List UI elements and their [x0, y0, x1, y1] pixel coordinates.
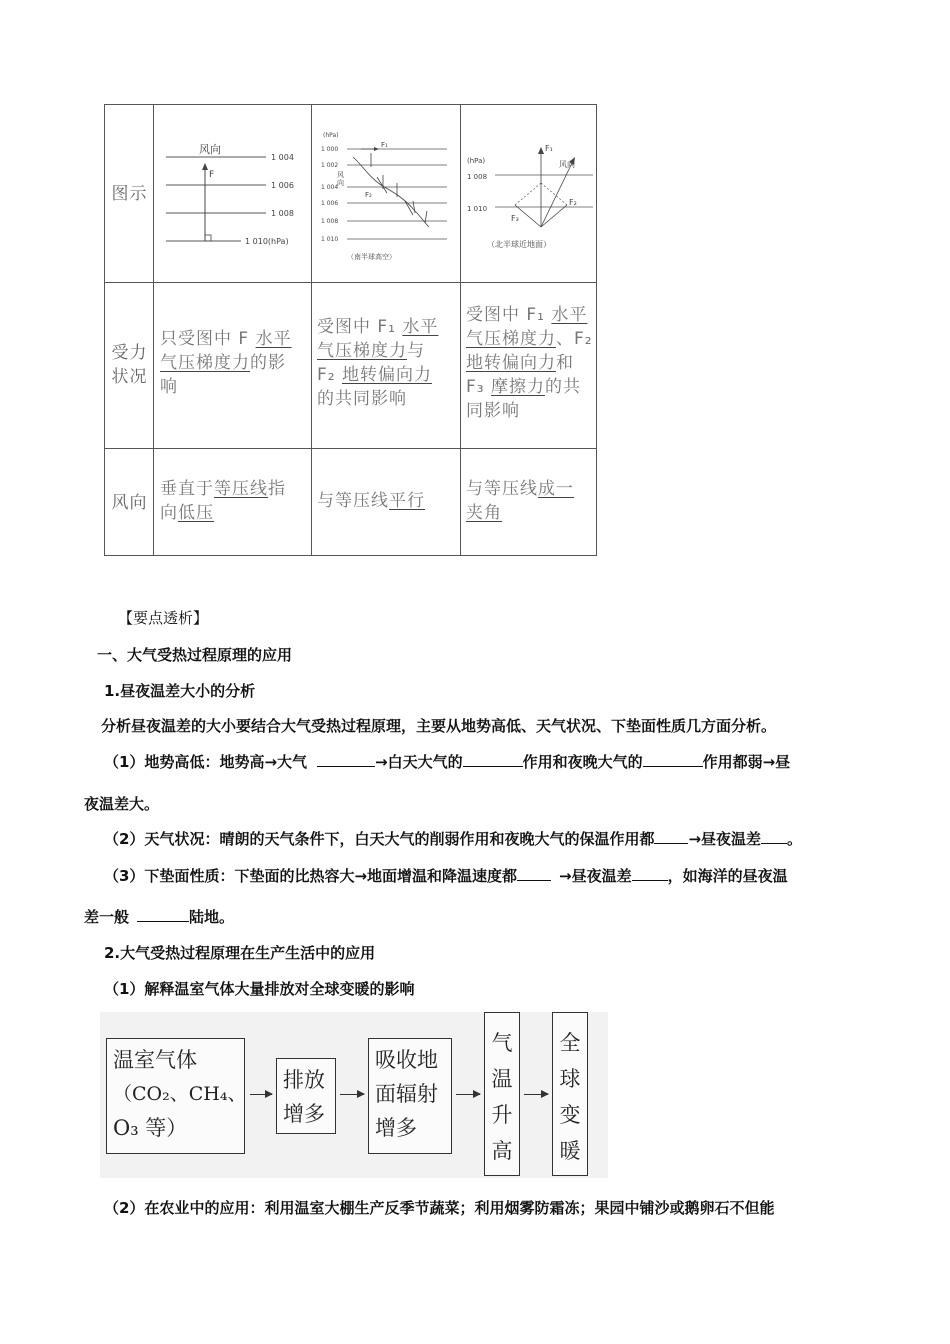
cell-text: 与等压线	[317, 491, 389, 511]
svg-text:1 010: 1 010	[321, 236, 339, 243]
cell-text: 向	[160, 503, 178, 523]
cell-text: 同影响	[466, 401, 520, 421]
gradient-force-figure	[161, 135, 311, 253]
cell-text: 的共同影响	[317, 389, 407, 409]
wind-text-col2	[317, 489, 459, 513]
force-col3-line	[466, 399, 598, 423]
svg-text:风向: 风向	[559, 160, 575, 169]
force-col2-line	[317, 315, 459, 339]
flow-box-global-warming: 全 球 变 暖	[552, 1012, 588, 1176]
wind-col3-line	[466, 477, 598, 501]
row-header-wind: 风向	[111, 493, 148, 513]
svg-text:风: 风	[337, 171, 344, 179]
answer-text: 水平	[255, 329, 292, 349]
svg-text:(hPa): (hPa)	[323, 132, 339, 139]
greenhouse-flow-diagram	[100, 1012, 608, 1178]
cell-text: 只受图中 F	[160, 329, 256, 349]
force-text-col1	[160, 327, 310, 399]
svg-text:1 008: 1 008	[321, 218, 339, 225]
wind-col1-line	[160, 477, 310, 501]
cell-text: 和	[556, 353, 574, 373]
fig1-force-label: F	[209, 170, 215, 180]
section-title: 【要点透析】	[118, 609, 209, 627]
answer-text: 气压梯度力	[160, 353, 250, 373]
row-header-force: 受力 状况	[111, 343, 148, 387]
item-agriculture: （2）在农业中的应用：利用温室大棚生产反季节蔬菜；利用烟雾防霜冻；果园中铺沙或鹅卵石不但能	[104, 1199, 775, 1217]
flow-box-emission: 排放 增多	[276, 1058, 336, 1134]
force-col2-line	[317, 363, 459, 387]
flow-arrow-4	[524, 1094, 548, 1095]
answer-text: 低压	[178, 503, 214, 523]
force-col3-line	[466, 351, 598, 375]
svg-text:F₁: F₁	[381, 141, 388, 149]
cell-text: 的影	[250, 353, 286, 373]
svg-text:(hPa): (hPa)	[467, 157, 486, 165]
answer-text: 摩擦力	[491, 377, 545, 397]
subheading-2-1: （1）解释温室气体大量排放对全球变暖的影响	[104, 980, 415, 998]
flow-box-absorb: 吸收地 面辐射 增多	[368, 1038, 452, 1154]
force-col3-line	[466, 375, 598, 399]
svg-text:（南半球高空）: （南半球高空）	[347, 253, 396, 261]
force-text-col2	[317, 315, 459, 411]
force-col2-line	[317, 387, 459, 411]
upper-air-wind-figure	[317, 127, 457, 265]
force-col2-line	[317, 339, 459, 363]
cell-text: 的共	[545, 377, 581, 397]
svg-text:F₃: F₃	[511, 214, 519, 223]
item-1: （1）地势高低：地势高→大气 →白天大气的 作用和夜晚大气的 作用都弱→昼	[104, 753, 791, 771]
svg-text:1 010: 1 010	[467, 205, 488, 213]
force-text-col3	[466, 303, 598, 423]
wind-col2-line	[317, 489, 459, 513]
cell-text: F₃	[466, 377, 491, 397]
svg-text:1 006: 1 006	[271, 181, 294, 190]
force-col1-line	[160, 351, 310, 375]
svg-text:1 008: 1 008	[271, 209, 294, 218]
wind-col1-line	[160, 501, 310, 525]
force-col3-line	[466, 327, 598, 351]
svg-text:1 006: 1 006	[321, 200, 339, 207]
flow-box-greenhouse-gases: 温室气体 （CO₂、CH₄、 O₃ 等）	[106, 1038, 245, 1154]
item-3-continued: 差一般 陆地。	[84, 908, 235, 926]
answer-text: 水平	[402, 317, 439, 337]
flow-arrow-2	[340, 1094, 364, 1095]
answer-text: 等压线	[214, 479, 268, 499]
force-col1-line	[160, 327, 310, 351]
answer-text: 地转偏向力	[466, 353, 556, 373]
answer-text: 水平	[551, 305, 588, 325]
answer-text: 气压梯度力	[317, 341, 407, 361]
svg-text:1 002: 1 002	[321, 162, 339, 169]
force-col3-line	[466, 303, 598, 327]
surface-wind-figure	[465, 135, 597, 257]
answer-text: 地转偏向力	[342, 365, 432, 385]
cell-text: 受图中 F₁	[466, 305, 552, 325]
answer-text: 气压梯度力	[466, 329, 556, 349]
flow-arrow-1	[250, 1094, 272, 1095]
wind-force-table	[104, 104, 597, 556]
cell-text: 响	[160, 377, 178, 397]
item-1-continued: 夜温差大。	[84, 795, 160, 813]
subheading-2: 2.大气受热过程原理在生产生活中的应用	[104, 944, 376, 962]
cell-text: 与等压线	[466, 479, 538, 499]
row-header-diagram: 图示	[111, 184, 148, 204]
wind-text-col1	[160, 477, 310, 525]
force-col1-line	[160, 375, 310, 399]
svg-text:F₁: F₁	[545, 144, 553, 153]
flow-arrow-3	[456, 1094, 480, 1095]
answer-text: 平行	[389, 491, 425, 511]
fig1-wind-label: 风向	[199, 143, 221, 156]
svg-text:向: 向	[337, 179, 344, 187]
item-3: （3）下垫面性质：下垫面的比热容大→地面增温和降温速度都 →昼夜温差 ，如海洋的昼夜温	[104, 867, 788, 885]
wind-text-col3	[466, 477, 598, 525]
intro-paragraph: 分析昼夜温差的大小要结合大气受热过程原理，主要从地势高低、天气状况、下垫面性质几方面分析。	[101, 717, 777, 735]
svg-text:1 008: 1 008	[467, 173, 488, 181]
svg-text:F₂: F₂	[365, 191, 372, 199]
flow-box-temperature-rise: 气 温 升 高	[484, 1012, 520, 1176]
cell-text: 与	[407, 341, 425, 361]
subheading-1: 1.昼夜温差大小的分析	[104, 682, 256, 700]
item-2: （2）天气状况：晴朗的天气条件下，白天大气的削弱作用和夜晚大气的保温作用都 →昼夜温差 。	[104, 830, 803, 848]
svg-text:1 004: 1 004	[321, 184, 339, 191]
cell-text: 受图中 F₁	[317, 317, 403, 337]
cell-text: F₂	[317, 365, 342, 385]
wind-col3-line	[466, 501, 598, 525]
cell-text: 、F₂	[556, 329, 593, 349]
cell-text: 指	[268, 479, 286, 499]
cell-text: 垂直于	[160, 479, 214, 499]
svg-text:1 000: 1 000	[321, 146, 339, 153]
answer-text: 成一	[538, 479, 574, 499]
svg-text:1 004: 1 004	[271, 153, 294, 162]
heading-1: 一、大气受热过程原理的应用	[97, 646, 293, 664]
svg-text:F₂: F₂	[569, 198, 577, 207]
answer-text: 夹角	[466, 503, 502, 523]
svg-text:（北半球近地面）: （北半球近地面）	[487, 240, 551, 249]
svg-text:1 010(hPa): 1 010(hPa)	[245, 237, 289, 246]
